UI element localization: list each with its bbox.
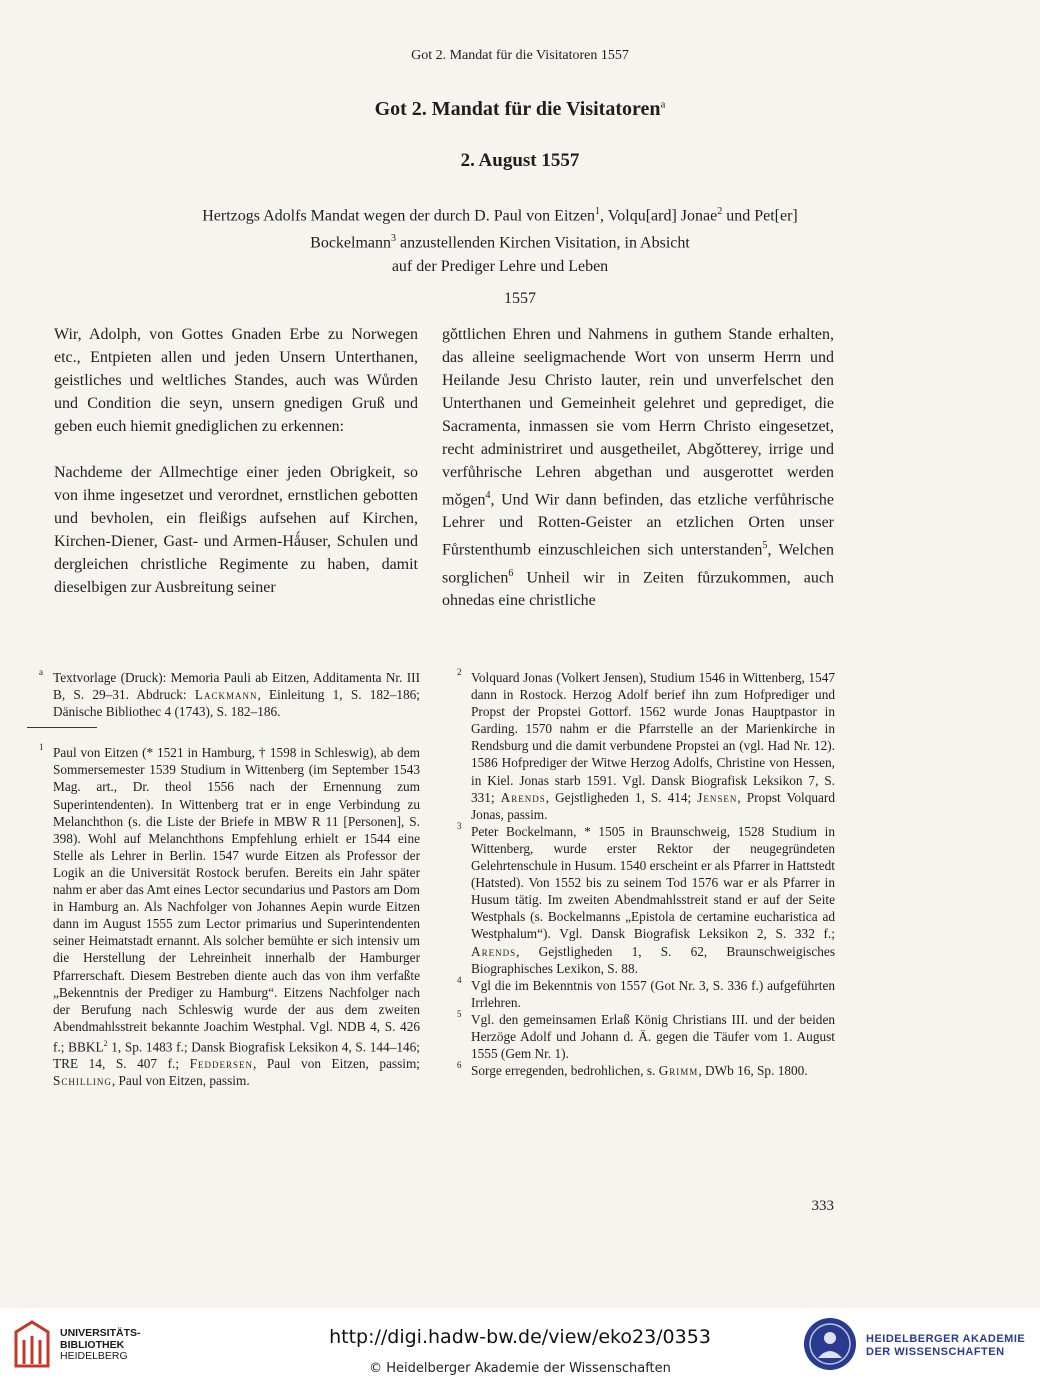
footnote-ref-2[interactable]: 2 [717, 206, 723, 217]
academy-name-line: DER WISSENSCHAFTEN [866, 1346, 1005, 1358]
title-text: Got 2. Mandat für die Visitatoren [374, 98, 661, 120]
body-text: gǒttlichen Ehren und Nahmens in guthem Stande erhalten, das alleine seeligmachende Wort von unserm Herrn und Heilande Jesu Christo lauter, rein und unverfelschet den Unterthanen und Gemeinheit gelehret und geprediget, die Sacramenta, inmassen sie vom Herrn Christo eingesetzet, recht administriret und ausgetheilet, Abgǒtterey, irrige und verfůhrische Lehren abgethan und ausgerottet werden mǒgen [442, 326, 834, 509]
footnote-text: Textvorlage (Druck): Memoria Pauli ab Eitzen, Additamenta Nr. III B, S. 29–31. Abdruck: [53, 670, 420, 703]
header-line-1 [40, 200, 960, 227]
body-text: , Welchen sorglichen [442, 541, 834, 586]
footnote-text: , Gejstligheden 1, S. 62, Braunschweigisches Biographisches Lexikon, S. 88. [471, 943, 835, 976]
footnote-text: Vgl. den gemeinsamen Erlaß König Christians III. und der beiden Herzöge Adolf und Johann d. Ä. gegen die Täufer vom 1. August 1555 (Gem Nr. 1). [471, 1011, 835, 1062]
footnote-text: , DWb 16, Sp. 1800. [698, 1063, 808, 1079]
footnote-author: Grimm [658, 1063, 699, 1079]
library-name-line: UNIVERSITÄTS- [60, 1327, 141, 1339]
footnote-marker: 5 [457, 1008, 462, 1019]
footnote-marker: 4 [457, 974, 462, 985]
footnote-text: , Paul von Eitzen, passim; [252, 1056, 420, 1072]
footnote-text: Paul von Eitzen (* 1521 in Hamburg, † 1598 in Schleswig), ab dem Sommersemester 1539 Studium in Wittenberg (im September 1543 Mag. art., Dr. theol 1556 nach der Ernennung zum Superintendenten). In Wittenberg trat er in enge Verbindung zu Melanchthon (s. die Liste der Briefe in MBW R 11 [Personen], S. 398). Wohl auf Melanchthons Empfehlung erhielt er 1544 eine Stelle als Lehrer in Berlin. 1547 wurde Eitzen als Professor der Logik an die Universität Rostock berufen. Bereits ein Jahr später nahm er aber das Amt eines Lector secundarius und Pastors am Dom in Hamburg an. Als Nachfolger von Johannes Aepin wurde Eitzen dann im August 1555 zum Lector primarius und Superintendenten seiner Heimatstadt ernannt. Als solcher bemühte er sich intensiv um die Herstellung der Lehreinheit innerhalb der Hamburger Pfarrerschaft. Diesem Bestreben diente auch das von ihm verfaßte „Bekenntnis der Prediger zu Hamburg“. Eitzens Nachfolger nach der Berufung nach Schleswig wurde der aus dem zweiten Abendmahlsstreit bekannte Joachim Westphal. Vgl. NDB 4, S. 426 f.; BBKL [53, 745, 420, 1055]
library-name-line: HEIDELBERG [60, 1350, 128, 1362]
running-head: Got 2. Mandat für die Visitatoren 1557 [411, 48, 629, 63]
footnote-superscript: 2 [103, 1038, 108, 1048]
footnote-author: Schilling [53, 1073, 112, 1089]
footnote-ref-5[interactable]: 5 [762, 540, 768, 552]
body-paragraph-1: Wir, Adolph, von Gottes Gnaden Erbe zu Norwegen etc., Entpieten allen und jeden Unsern Unterthanen, geistliches und weltliches Standes, auch was Wůrden und Condition die seyn, unsern gnedigen Gruß und geben euch hiemit gnediglichen zu erkennen: [54, 326, 418, 435]
body-paragraph-3 [442, 323, 834, 612]
header-line-2 [40, 227, 960, 254]
footnote-marker: 1 [39, 742, 44, 753]
footnote-ref-4[interactable]: 4 [485, 490, 491, 501]
body-column-right [442, 323, 834, 612]
body-column-left [54, 323, 418, 599]
footnote-text: Vgl die im Bekenntnis von 1557 (Got Nr. 3, S. 336 f.) aufgeführten Irrlehren. [471, 977, 835, 1010]
footnote-author: Jensen [697, 789, 738, 805]
viewer-footer [0, 1308, 1040, 1384]
body-paragraph-2: Nachdeme der Allmechtige einer jeden Obrigkeit, so von ihme ingesetzet und verordnet, ernstlichen gebotten und bevholen, ein fleißigs aufsehen auf Kirchen, Kirchen-Diener, Gast- und Armen-Hǻuser, Schulen und dergleichen christliche Regimente zu haben, damit dieselbigen zur Ausbreitung seiner [54, 464, 418, 596]
footnote-ref-6[interactable]: 6 [508, 567, 514, 579]
footnote-text: , Einleitung 1, S. 182–186; Dänische Bibliothec 4 (1743), S. 182–186. [53, 687, 420, 720]
footnote-text: 1, Sp. 1483 f.; Dansk Biografisk Leksikon 4, S. 144–146; TRE 14, S. 407 f.; [53, 1039, 420, 1072]
footnote-text: Volquard Jonas (Volkert Jensen), Studium 1546 in Wittenberg, 1547 dann in Rostock. Herzog Adolf berief ihn zum Hofprediger und Propst der Propstei Gottorf. 1562 wurde Jonas Hauptpastor in Garding. 1570 nahm er die Pfarrstelle an der Marienkirche in Rendsburg und die damit verbundene Propstei an (vgl. Had Nr. 12). 1586 Hofprediger der Witwe Herzog Adolfs, Christine von Hessen, in Kiel. Jonas starb 1591. Vgl. Dansk Biografisk Leksikon 7, S. 331; [471, 670, 835, 805]
footnote-text: , Propst Volquard Jonas, passim. [471, 789, 835, 822]
document-title [0, 98, 1040, 121]
footnote-1 [27, 744, 420, 1089]
footnote-a [27, 669, 420, 720]
footnote-text: Peter Bockelmann, * 1505 in Braunschweig, 1528 Studium in Wittenberg, wurde erster Rektor der neugegründeten Gelehrtenschule in Husum. 1540 erscheint er als Pfarrer in Hattstedt (Hatsted). Von 1552 bis zu seinem Tod 1576 war er als Pfarrer in Husum tätig. Im zweiten Abendmahlsstreit stand er auf der Seite Westphals (s. Bockelmanns „Epistola de certamine eucharistica ad Westphalum“). Vgl. Dansk Biografisk Leksikon 2, S. 332 f.; [471, 823, 835, 942]
header-text: , Volqu[ard] Jonae [600, 207, 718, 225]
footnote-marker: 3 [457, 820, 462, 831]
footnote-author: Arends [471, 943, 517, 959]
footnote-ref-1[interactable]: 1 [595, 206, 601, 217]
body-text: Unheil wir in Zeiten fůrzukommen, auch ohnedas eine christliche [442, 568, 834, 609]
document-header [40, 200, 960, 278]
footnote-author: Arends [500, 789, 546, 805]
body-text: , Und Wir dann befinden, das etzliche verfůhrische Lehrer und Rotten-Geister an etzlichen Orten unser Fůrstenthumb einzuschleichen sich unterstanden [442, 491, 834, 559]
footnote-author: Feddersen [189, 1056, 253, 1072]
footnote-marker: a [39, 667, 43, 677]
footnote-marker: 2 [457, 667, 462, 677]
library-name-line: BIBLIOTHEK [60, 1338, 125, 1351]
footnotes-left [27, 669, 420, 1090]
header-text: anzustellenden Kirchen Visitation, in Absicht [396, 234, 690, 252]
footnote-text: , Paul von Eitzen, passim. [111, 1073, 250, 1089]
title-note-marker[interactable]: a [660, 98, 666, 111]
footnote-6 [445, 1062, 835, 1079]
footnote-4 [445, 974, 835, 1011]
document-date: 2. August 1557 [460, 150, 580, 171]
document-year: 1557 [504, 290, 536, 307]
footnote-marker: 6 [457, 1060, 462, 1071]
page-number: 333 [811, 1198, 834, 1214]
footnote-2 [445, 669, 835, 823]
footnote-3 [445, 820, 835, 977]
academy-name [866, 1333, 1025, 1359]
academy-seal-icon[interactable] [802, 1316, 858, 1372]
footnote-text: Sorge erregenden, bedrohlichen, s. [471, 1063, 659, 1079]
header-text: und Pet[er] [722, 207, 798, 225]
footnote-author: Lackmann [194, 687, 258, 703]
copyright-notice: © Heidelberger Akademie der Wissenschaften [369, 1361, 671, 1376]
footnote-ref-3[interactable]: 3 [391, 233, 397, 245]
header-text: Hertzogs Adolfs Mandat wegen der durch D. Paul von Eitzen [202, 207, 596, 225]
footnotes-right [445, 669, 835, 1079]
academy-name-line: HEIDELBERGER AKADEMIE [866, 1333, 1026, 1345]
footnote-divider [27, 727, 97, 728]
footnote-5 [445, 1008, 835, 1062]
footnote-text: , Gejstligheden 1, S. 414; [545, 789, 698, 805]
header-text: Bockelmann [310, 234, 392, 252]
permalink-url[interactable]: http://digi.hadw-bw.de/view/eko23/0353 [329, 1326, 711, 1348]
header-line-3: auf der Prediger Lehre und Leben [391, 257, 609, 275]
